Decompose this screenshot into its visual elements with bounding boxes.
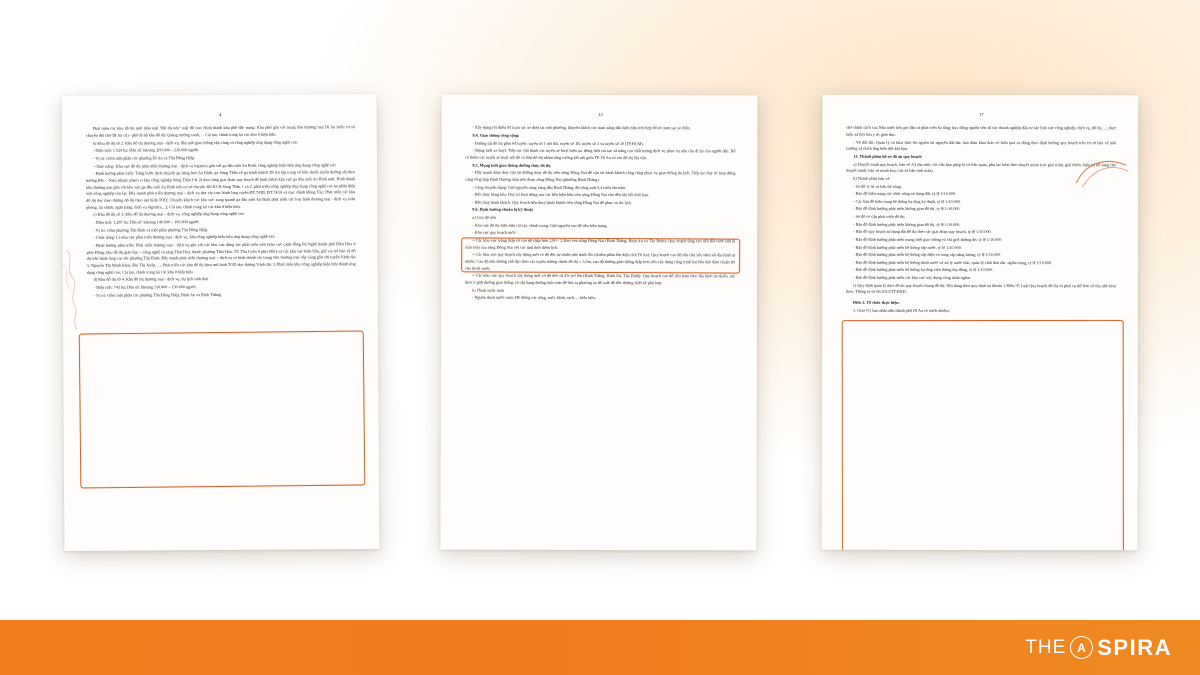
page-2-body: [440, 95, 757, 551]
paragraph: - Chức năng: Là khu vực phát triển thương mại - dịch vụ, khu công nghiệp hiện hữu ứng dụng công nghệ cao.: [93, 233, 276, 241]
section-heading: 9.4. Giao thông công cộng:: [472, 132, 520, 138]
brand-the: THE: [1025, 636, 1067, 658]
sub-heading: b) Thoát nước mưa: [472, 287, 505, 293]
paragraph: d) Khu đô thị số 4: Khu đô thị thương mại - dịch vụ, du lịch sinh thái.: [93, 276, 210, 283]
paragraph: b) Thành phần bản vẽ:: [853, 175, 891, 181]
paragraph: c) Quy định quản lý theo đồ án quy hoạch chung đô thị: Nội dung theo quy định tại khoản 1 Điều 35 Luật Quy hoạch đô thị và phải cụ thể hơn về thu nhỏ kèm theo, Thông tư số 06/2013/TT-BXD.: [846, 282, 1117, 295]
paragraph: - Diện tích: 1.287 ha; Dân số: khoảng 140.000 – 160.000 người.: [93, 219, 200, 225]
paragraph: chế chính sách của Nhà nước kêu gọi đầu tư phát triển hạ tầng; huy động nguồn vốn từ các doanh nghiệp đầu tư các lĩnh vực công nghiệp, dịch vụ, đô thị, ...; thực hiện xã hội hóa y tế, giáo dục.: [846, 125, 1117, 138]
section-heading: 9.5. Mạng lưới giao thông đường thủy đô thị: [472, 162, 551, 168]
highlighted-paragraph: - Đường sắt đô thị gồm 04 tuyến: tuyến số 1 nối dài, tuyến số 1B, tuyến số 3 và tuyến số 10 (TP.HCM).: [472, 140, 644, 146]
paragraph: - Bản đồ quy hoạch sử dụng đất đô thị theo các giai đoạn quy hoạch, tỷ lệ 1/10.000.: [853, 229, 992, 235]
page-3-number: 17: [979, 111, 984, 118]
paragraph: - Định hướng phát triển: Từng bước dịch chuyển ga hàng hoá An Bình, ga Sóng Thần về ga hành khách Dĩ An tập trung về bến chuỗi tuyến đường sắt theo hướng Bắc – Nam (thuộc phạm vi khu công nghiệp Sóng Thần I & 2) theo từng giai đoạn quy hoạch để hình thành khu vực ga đầu mối An Bình mới. Hình thành khu thương mại gắn với khu vực ga đầu mối An Bình trên cơ sở chuyển đổi KCN Sóng Thần 1 và 2, phát triển công nghiệp ứng dụng công nghệ cao tại phần diện tích công nghiệp còn lại; Đẩy mạnh phát triển thương mại – dịch vụ dọc các trục hành lang tuyến ĐT.743B, ĐT.743A và trục chính Đông Tây; Phát triển các khu đô thị dọc theo đường đô thị theo mô hình TOD; Chuyển khích các khu vực xung quanh ga đầu mối An Bình phát triển các loại hình thương mại - dịch vụ (văn phòng, tài chính, ngân hàng, dịch vụ logistics,...); Cải tạo, chỉnh trang lại các khu ở hiện hữu.: [86, 169, 356, 210]
paragraph: - Mạng lưới xe buýt: Tiếp tục vận hành các tuyến xe buýt hiện tại, đồng thời cải tạo và nâng cao chất lượng dịch vụ phục vụ nhu cầu đi lại của người dân. Bổ trí thêm các tuyến xe buýt nối đô và liên đô thị nhằm tăng cường kết nối giữa TP. Dĩ An và các đô thị lân cận.: [465, 147, 736, 161]
paragraph: - Bản đồ định hướng phát triển không gian đô thị, tỷ lệ 1/10.000.: [853, 206, 961, 212]
paragraph: - Sơ đồ vị trí và liên hệ vùng.: [853, 183, 902, 189]
document-page-3[interactable]: [822, 95, 1139, 551]
paragraph: + Các khu vực quy hoạch xây dựng mới có độ dốc tự nhiên nhỏ dưới 4% (chiếm phần lớn diện tích Dĩ An): Quy hoạch cao độ nền chủ yếu bám sát địa hình tự nhiên; Cao độ nền không chế đạo theo các tuyến đường chính đô thị ≥ 3,0m, cao độ đường giao thông thấp hơn nền xây dựng công trình hai bên bảo đảm thuận lợi cho thoát nước.: [465, 251, 736, 271]
footer-bar: [0, 620, 1200, 675]
section-heading: 9.6. Định hướng chuẩn bị kỹ thuật: [472, 207, 534, 213]
document-page-2[interactable]: [440, 95, 757, 551]
paragraph: Phát triển các khu đô thị mới thân mật "Đô thị nén" mật độ cao; Hình thành khu phố đặc trưng: Khu phố gắn với trung tâm thương mại Dĩ An (trên cơ sở chuyển đổi chợ Dĩ An cũ) - phố đi bộ khu đô thị Quảng trường xanh, ... Cải tạo, chỉnh trang lại các khu ở hiện hữu.: [85, 124, 355, 138]
page-1-number: 4: [219, 111, 222, 118]
paragraph: - Các bản đồ hiện trạng hệ thống hạ tầng kỹ thuật, tỷ lệ 1/10.000.: [853, 198, 961, 204]
paragraph: - Cảng chuyên dụng: Giữ nguyên cảng xăng dầu Bình Thắng, độ công suất 0,4 triệu tấn/năm.: [472, 184, 627, 190]
paragraph: - Bản đồ định hướng phát triển hệ thống cấp điện và cung cấp năng lượng, tỷ lệ 1/10.000.: [853, 251, 1002, 258]
paragraph: - Nguồn thoát nước mưa: Hệ thống các sông, suối, kênh, rạch, ... hiện hữu.: [472, 294, 596, 301]
brand-logo: [1025, 635, 1172, 661]
highlighted-paragraph: c) Khu đô thị số 3: Khu đô thị thương mại – dịch vụ, công nghiệp ứng dụng công nghệ cao.: [93, 211, 245, 218]
page-2-text: [465, 125, 735, 302]
paragraph: - Khu vực đô thị hiện hữu cải tạo, chỉnh trang: Giữ nguyên cao độ nền hiện trạng.: [472, 222, 608, 228]
sub-heading: a) Cao độ nền: [472, 214, 496, 220]
paragraph: - Chức năng: Khu vực đô thị phát triển thương mại - dịch vụ logistics gắn với ga đầu mối An Bình, công nghiệp hiện hữu ứng dụng công nghệ cao.: [93, 161, 337, 169]
page-1-text: [86, 125, 356, 299]
paragraph: - Diện tích: 743 ha; Dân số: khoảng 110.000 – 130.000 người.: [93, 284, 197, 290]
paragraph: a) Thuyết minh quy hoạch, bản vẽ A3 thu nhỏ, các văn bản pháp lý có liên quan, phụ lục kèm theo thuyết minh (các giải trình, giải thích, luận cứ bổ sung cho thuyết minh; bản vẽ minh hoạ; các số liệu tính toán).: [846, 161, 1117, 174]
paragraph: - Bản đồ định hướng phát triển hệ thống thoát nước và xử lý nước thải, quản lý chất thải rắn, nghĩa trang, tỷ lệ 1/10.000.: [853, 259, 1053, 265]
paragraph: - Diện tích: 1.529 ha; Dân số: khoảng 200.000 – 210.000 người.: [92, 147, 200, 154]
page-3-text: [846, 125, 1116, 314]
paragraph: + Các khu vực trũng thấp có cao độ thấp hơn 2,00 - 2,50m ven sông Đồng Nai (Bình Thắng, Bình An và Tân Bình): Quy hoạch tầng cao nền đất vượt ảnh lũ tính toán của sông Đồng Nai với các tính thời điểm lịch.: [465, 237, 736, 250]
paragraph: - Định hướng phát triển: Phát triển thương mại - dịch vụ gắn với các khu vực động lực phát triển mới (khu vực cảnh đồng Bà Nghệ thành phố Biên Hòa ở phía Đông; khu đô thị giáo dục – công nghệ và sáng Thái Hoà, thuộc phường Thái Hoà, TP. Tân Uyên ở phía Bắc) và các khu vực hiện hữu, giữ vai trò bảo vệ đô thị trên hành lang cao tốc phường Tân Bình; Đẩy mạnh phát triển thương mại – dịch vụ và hình thành các trung tâm thương mại cấp vùng gắn với tuyến Vành đai 3, Nguyễn Thị Minh Khai, Bùi Thị Xuân, ...; Phát triển các khu đô thị theo mô hình TOD dọc đường Vành đai 3; Phát triển khu công nghiệp hiện hữu thành ứng dụng công nghệ cao; Cải tạo, chỉnh trang lại các khu ở hiện hữu.: [86, 241, 356, 275]
paragraph: - Bến thuỷ hành khách: Quy hoạch bến thuỷ hành khách trên sông Đồng Nai để phục vụ du lịch.: [472, 199, 632, 205]
paragraph: - Vị trí: Gồm một phần các phường Dĩ An và Tân Đông Hiệp.: [92, 155, 196, 161]
paragraph: - Về đất đai: Quản lý và khai thác tốt nguồn tài nguyên đất đai, bảo đảm khai thác có hiệu quả và đúng theo định hướng quy hoạch trên cơ sở bảo vệ môi trường và thích ứng biến đổi khí hậu.: [846, 139, 1117, 152]
section-heading: 13. Thành phần hồ sơ đồ án quy hoạch: [853, 153, 922, 159]
paragraph: b) Khu đô thị số 2: Khu đô thị thương mại - dịch vụ, đầu mối giao thông cấp vùng và công nghiệp ứng dụng công nghệ cao.: [92, 139, 298, 146]
brand-a-icon: A: [1070, 636, 1093, 659]
paragraph: - Bản đồ định hướng phát triển hệ thống cấp nước, tỷ lệ 1/10.000.: [853, 244, 962, 250]
paragraph: - Đầy mạnh khai thác vận tải đường thủy đô thị trên sông Đồng Nai để vận tải hành khách công cộng phục vụ giao thông du lịch. Tiếp tục duy trì hoạt động cảng tổng hợp Bình Dương nằm trên đoạn sông Đồng Nai (phường Bình Thắng).: [465, 169, 736, 182]
paragraph: - Khu vực quy hoạch mới:: [472, 229, 516, 235]
page-2-number: 12: [598, 111, 603, 118]
paragraph: - Bến thủy hàng hóa: Duy trì hoạt động của các bến hiện hữu trên sông Đồng Nai cho đến khi hết thời hạn.: [472, 191, 650, 198]
paragraph: - Bản đồ hiện trạng các chức năng sử dụng đất, tỷ lệ 1/10.000.: [853, 191, 957, 197]
paragraph: 1. Giao Uỷ ban nhân dân thành phố Dĩ An có trách nhiệm:: [853, 307, 950, 313]
paragraph: - Bản đồ định hướng phát triển các khu vực xây dựng công trình ngầm.: [853, 274, 971, 280]
section-heading: Điều 2. Tổ chức thực hiện:: [853, 299, 900, 305]
document-page-1[interactable]: [62, 94, 380, 551]
paragraph: - Vị trí: Gồm một phần các phường Tân Đông Hiệp, Bình An và Bình Thắng.: [93, 291, 222, 298]
paragraph: - Xây dựng tối thiểu 05 trạm sạc xe điện tại mỗi phường, khuyến khích các trạm xăng dầu hiện hữu tích hợp bổ trí trạm sạc xe điện.: [472, 125, 691, 131]
paragraph: - Bản đồ định hướng phát triển không gian đô thị, tỷ lệ 1/10.000.: [853, 221, 961, 227]
paragraph: - Sơ đồ cơ cấu phát triển đô thị.: [853, 213, 906, 219]
brand-aspira: SPIRA: [1097, 634, 1172, 660]
paragraph: + Các khu vực quy hoạch xây dựng mới có độ dốc từ 4% trở lên (Bình Thắng, Bình An, Tân Bình): Quy hoạch cao độ nền bám theo địa hình tự nhiên, tuỳ theo tỉ giới đường giao thông và cấp hạng đường tính toán để đưa ra phương án đổ suất độ dốc đường thiết kế phù hợp.: [465, 272, 736, 286]
page-3-body: [822, 95, 1139, 551]
paragraph: - Vị trí: Gồm phường Tân Bình và một phần phường Tân Đông Hiệp.: [93, 226, 209, 233]
page-1-body: [62, 94, 380, 551]
paragraph: - Bản đồ định hướng phát triển hệ thống hạ tầng viễn thông thụ động, tỷ lệ 1/10.000.: [853, 267, 994, 273]
paragraph: - Bản đồ định hướng phát triển mạng lưới giao thông và chỉ giới đường đỏ, tỷ lệ 1/10.000.: [853, 236, 1003, 242]
